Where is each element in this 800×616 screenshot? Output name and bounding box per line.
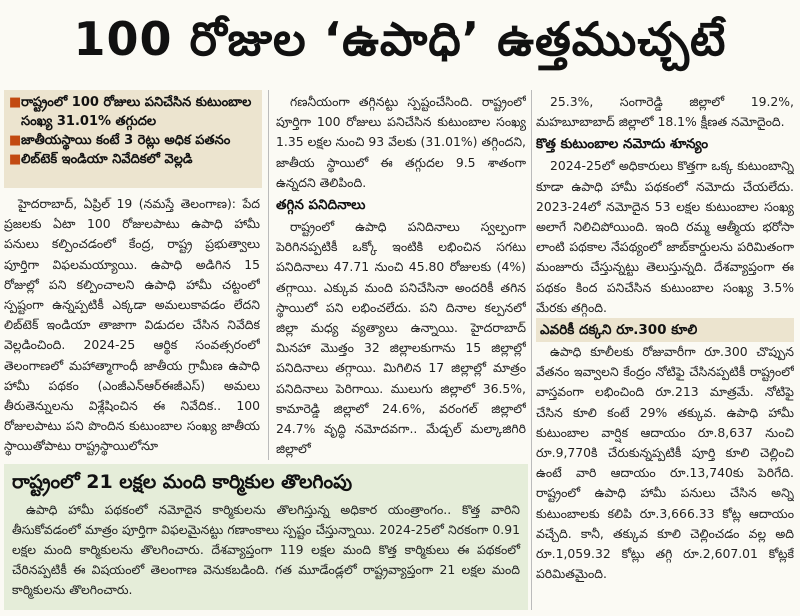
box-title: రాష్ట్రంలో 21 లక్షల మంది కార్మికుల తొలగింపు (12, 471, 353, 493)
highlight-text: జాతీయస్థాయి కంటే 3 రెట్లు అధిక పతనం (21, 133, 231, 148)
article-paragraph: గణనీయంగా తగ్గినట్టు స్పష్టంచేసింది. రాష్ట్రంలో పూర్తిగా 100 రోజులు పనిచేసిన కుటుంబాల సంఖ్య 1.35 లక్షల నుంచి 93 వేలకు (31.01%) తగ్గిందని, జాతీయ స్థాయిలో ఈ తగ్గుదల 9.5 శాతంగా ఉన్నదని తెలిపింది. (276, 94, 526, 190)
bullet-icon: ■ (9, 95, 22, 110)
highlight-item (9, 150, 257, 169)
sidebar-box (4, 464, 528, 610)
column-divider (531, 90, 532, 610)
highlight-item (9, 131, 257, 150)
highlights-box (4, 90, 262, 188)
article-paragraph: 25.3%, సంగారెడ్డి జిల్లాలో 19.2%, మహబూబాబాద్‌ జిల్లాలో 18.1% క్షీణత నమోదైంది. (536, 94, 794, 130)
article-paragraph: హైదరాబాద్‌, ఏప్రిల్‌ 19 (నమస్తే తెలంగాణ): పేద ప్రజలకు ఏటా 100 రోజులపాటు ఉపాధి హామీ పనులు కల్పించడంలో కేంద్ర, రాష్ట్ర ప్రభుత్వాలు పూర్తిగా విఫలమయ్యాయి. ఉపాధి అడిగిన 15 రోజుల్లో పని కల్పించాలని ఉపాధి హామీ చట్టంలో స్పష్టంగా ఉన్నప్పటికీ ఎక్కడా అమలుకావడం లేదని లిబ్‌టెక్‌ ఇండియా తాజాగా విడుదల చేసిన నివేదిక వెల్లడించింది. 2024-25 ఆర్థిక సంవత్సరంలో తెలంగాణలో మహాత్మాగాంధీ జాతీయ గ్రామీణ ఉపాధి హామీ పథకం (ఎంజీఎన్‌ఆర్‌ఈజీఎస్‌) అమలు తీరుతెన్నులను విశ్లేషించిన ఈ నివేదిక.. 100 రోజులపాటు పని పొందిన కుటుంబాల సంఖ్య జాతీయ స్థాయితోపాటు రాష్ట్రస్థాయిలోనూ (4, 196, 260, 454)
article-paragraph: ఉపాధి కూలీలకు రోజువారీగా రూ.300 చొప్పున వేతనం ఇవ్వాలని కేంద్రం నోటిఫై చేసినప్పటికీ రాష్ట్రంలో వాస్తవంగా లభించింది రూ.213 మాత్రమే. నోటిఫై చేసిన కూలి కంటే 29% తక్కువ. ఉపాధి హామీ కుటుంబాల వార్షిక ఆదాయం రూ.8,637 నుంచి రూ.9,770కి చేరుకున్నప్పటికీ పూర్తి కూలి చెల్లించి ఉంటే వారి ఆదాయం రూ.13,740కు పెరిగేది. రాష్ట్రంలో ఉపాధి హామీ పనులు చేసిన అన్ని కుటుంబాలకు కలిపి రూ.3,666.33 కోట్ల ఆదాయం వచ్చేది. కానీ, తక్కువ కూలి చెల్లించడం వల్ల అది రూ.1,059.32 కోట్లు తగ్గి రూ.2,607.01 కోట్లకే పరిమితమైంది. (536, 344, 794, 582)
column-1 (4, 194, 260, 456)
subheading: కొత్త కుటుంబాల నమోదు శూన్యం (536, 136, 709, 153)
highlight-text: లిబ్‌టెక్‌ ఇండియా నివేదికలో వెల్లడి (21, 152, 193, 167)
subheading: తగ్గిన పనిదినాలు (276, 197, 366, 214)
column-3 (536, 92, 794, 612)
box-body: ఉపాధి హామీ పథకంలో నమోదైన కార్మికులను తొలగిస్తున్న అధికార యంత్రాంగం.. కొత్త వారిని తీసుకోవడంలో మాత్రం పూర్తిగా విఫలమైనట్టు గణాంకాలు స్పష్టం చేస్తున్నాయి. 2024-25లో నిరకంగా 0.91 లక్షల మంది కార్మికులను తొలగించారు. దేశవ్యాప్తంగా 119 లక్షల మంది కొత్త కార్మికులు ఈ పథకంలో చేరినప్పటికీ ఈ విషయంలో తెలంగాణ వెనుకబడింది. గత మూడేండ్లలో రాష్ట్రవ్యాప్తంగా 21 లక్షల మంది కార్మికులను తొలగించారు. (12, 502, 520, 597)
bullet-icon: ■ (9, 133, 22, 148)
article-paragraph: రాష్ట్రంలో ఉపాధి పనిదినాలు స్వల్పంగా పెరిగినప్పటికీ ఒక్కో ఇంటికి లభించిన సగటు పనిదినాలు 47.71 నుంచి 45.80 రోజులకు (4%) తగ్గాయి. ఎక్కువ మంది పనిచేసినా అందరికీ తగిన స్థాయిలో పని లభించలేదు. పని దినాల కల్పనలో జిల్లా మధ్య వ్యత్యాలు ఉన్నాయి. హైదరాబాద్‌ మినహా మొత్తం 32 జిల్లాలకుగాను 15 జిల్లాల్లో పనిదినాలు తగ్గాయి. మిగిలిన 17 జిల్లాల్లో మాత్రం పనిదినాలు పెరిగాయి. ములుగు జిల్లాలో 36.5%, కామారెడ్డి జిల్లాలో 24.6%, వరంగల్‌ జిల్లాలో 24.7% వృద్ధి నమోదవగా.. మేడ్చల్‌ మల్కాజిగిరి జిల్లాలో (276, 219, 526, 457)
column-divider (268, 90, 269, 460)
highlight-text: రాష్ట్రంలో 100 రోజులు పనిచేసిన కుటుంబాల సంఖ్య 31.01% తగ్గుదల (21, 95, 252, 129)
subheading: ఎవరికీ దక్కని రూ.300 కూలి (536, 318, 794, 342)
column-2 (276, 92, 526, 464)
headline: 100 రోజుల ‘ఉపాధి’ ఉత్తముచ్చటే (73, 12, 727, 66)
bullet-icon: ■ (9, 152, 22, 167)
highlight-item (9, 93, 257, 131)
article-paragraph: 2024-25లో అధికారులు కొత్తగా ఒక్క కుటుంబాన్ని కూడా ఉపాధి హామీ పథకంలో నమోదు చేయలేదు. 2023-24లో నమోదైన 53 లక్షల కుటుంబాల సంఖ్య అలాగే నిలిచిపోయింది. ఇంది రమ్మ ఆత్మీయ భరోసా లాంటి పథకాల నేపథ్యంలో జాబ్‌కార్డులను పరిమితంగా మంజూరు చేస్తున్నట్టు తెలుస్తున్నది. దేశవ్యాప్తంగా ఈ పథకం కింద పనిచేసిన కుటుంబాల సంఖ్య 3.5% మేరకు తగ్గింది. (536, 158, 794, 315)
